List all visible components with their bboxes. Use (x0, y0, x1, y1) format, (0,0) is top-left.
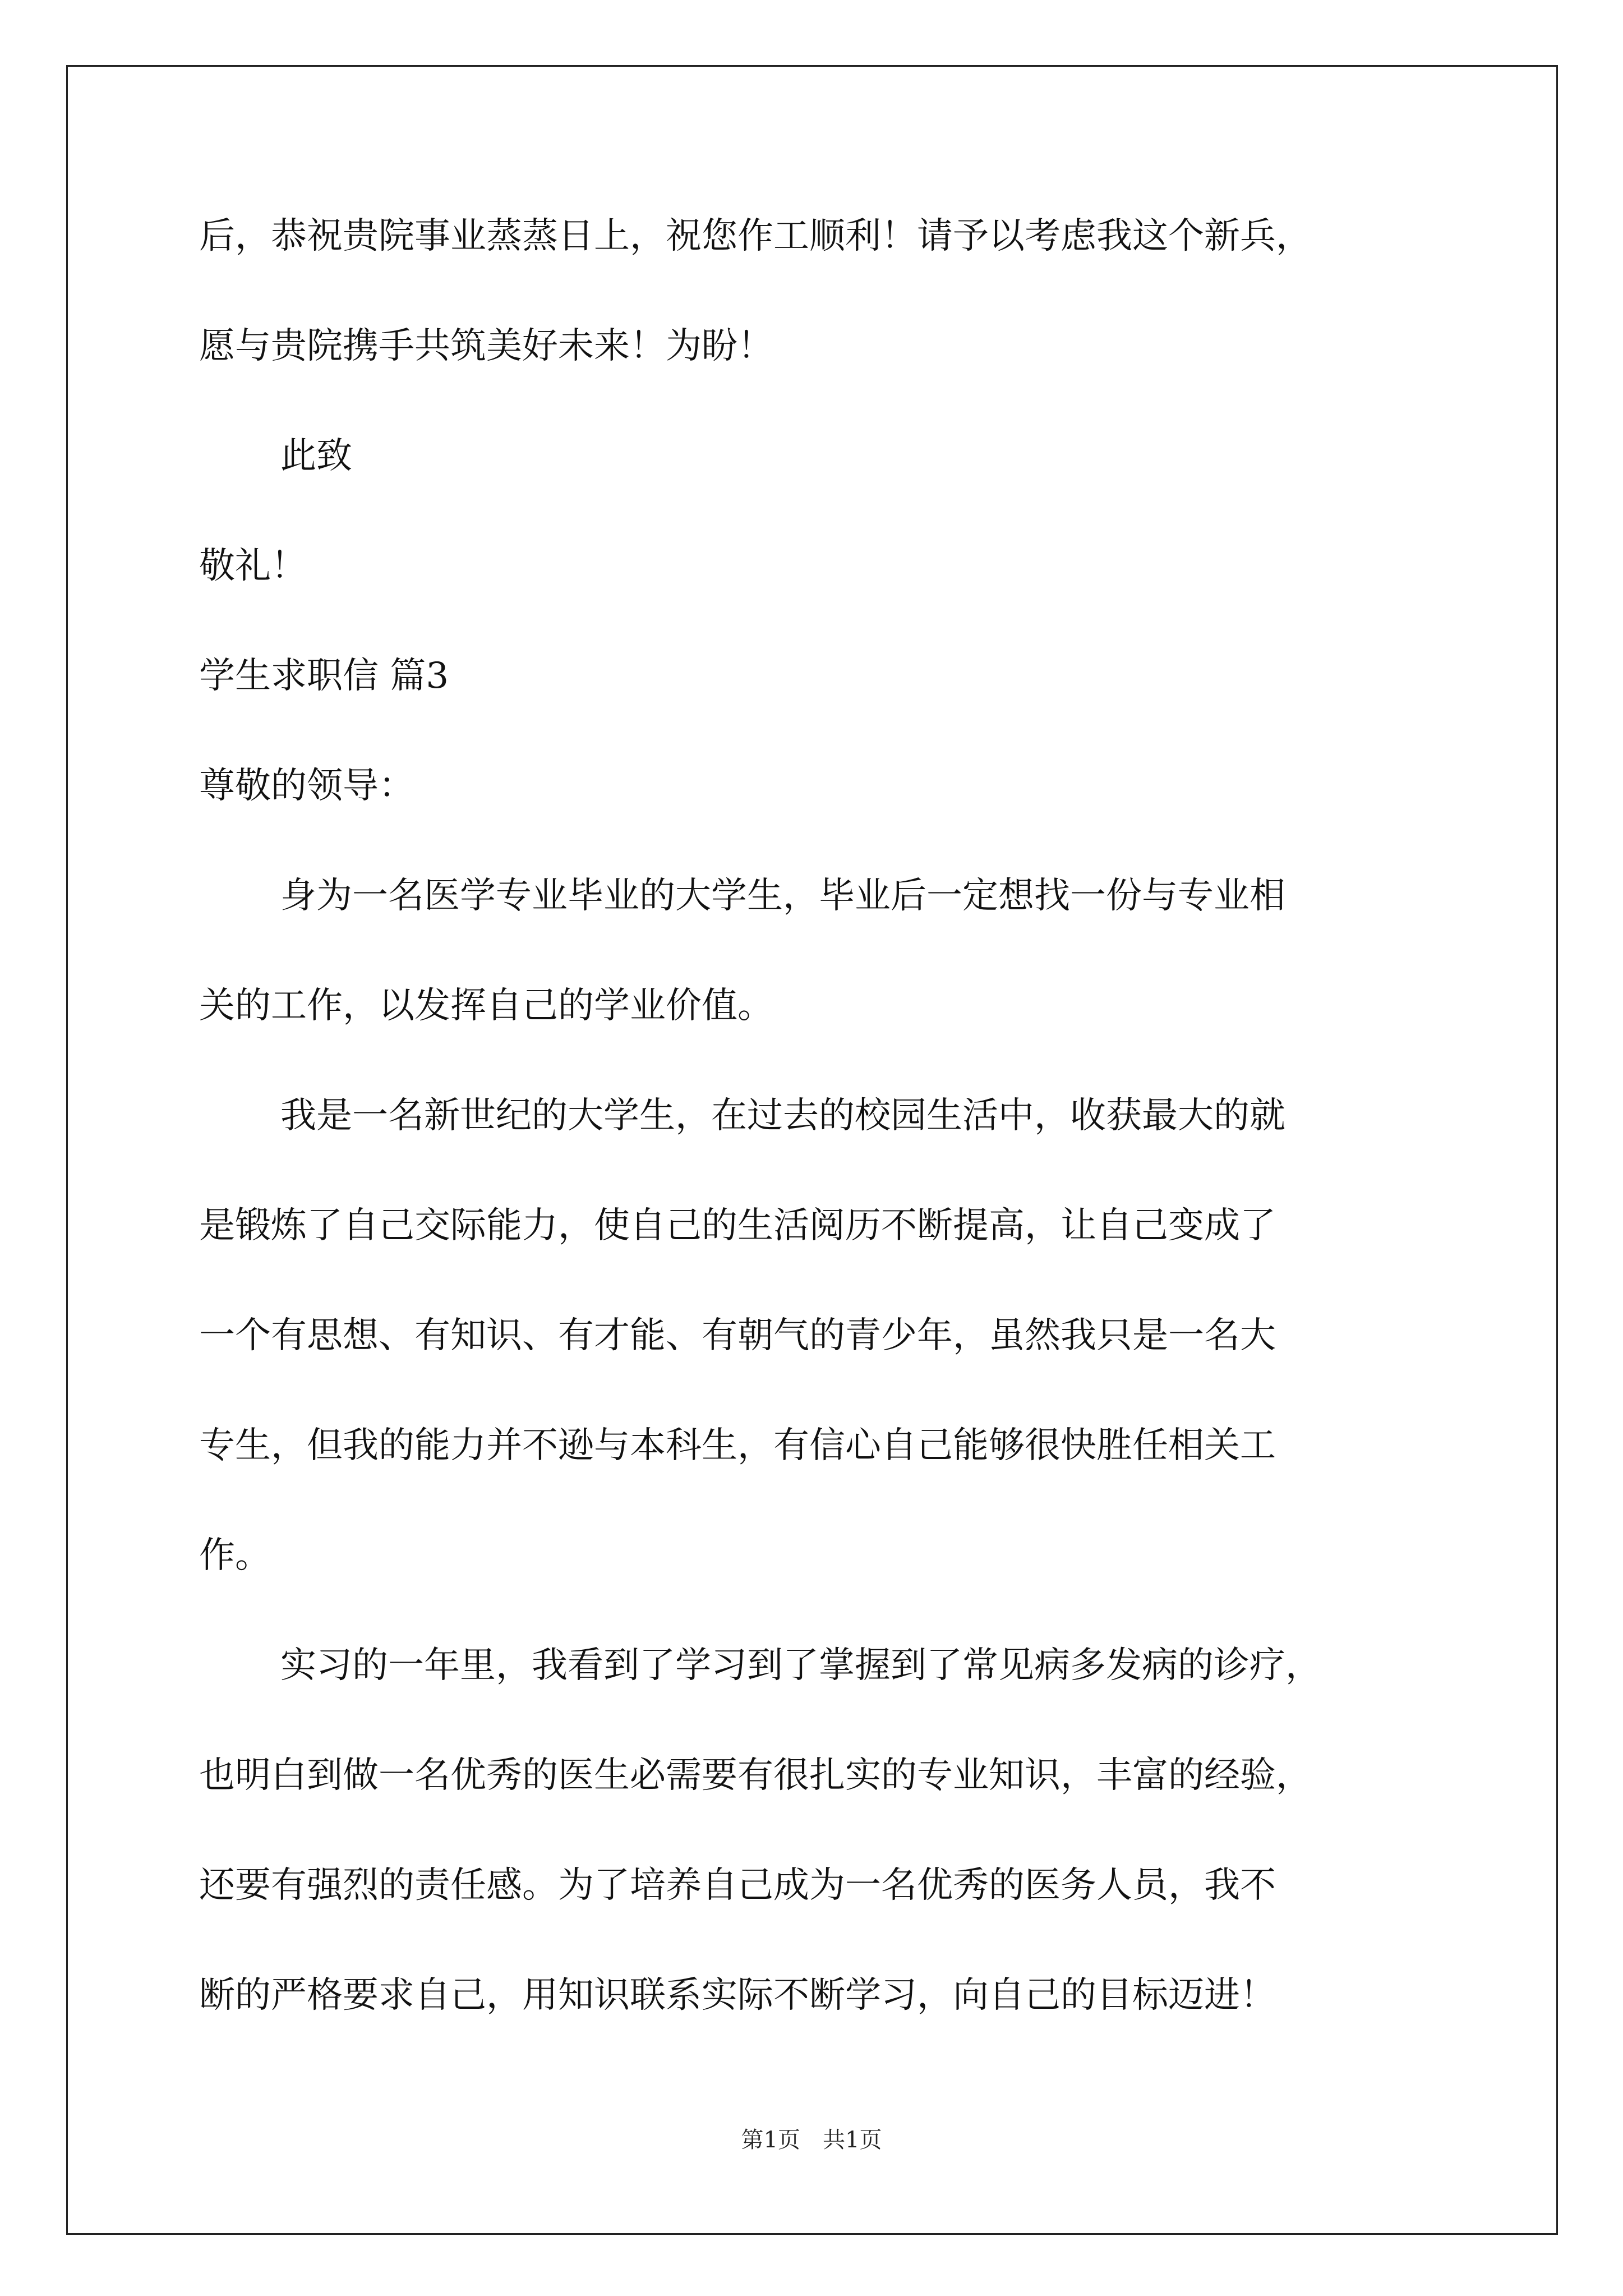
text-line: 愿与贵院携手共筑美好未来！为盼！ (199, 325, 773, 367)
letter-greeting: 尊敬的领导： (199, 765, 414, 807)
paragraph-line: 也明白到做一名优秀的医生必需要有很扎实的专业知识，丰富的经验， (199, 1755, 1312, 1796)
paragraph-line: 是锻炼了自己交际能力，使自己的生活阅历不断提高，让自己变成了 (199, 1205, 1276, 1246)
paragraph-line: 专生，但我的能力并不逊与本科生，有信心自己能够很快胜任相关工 (199, 1425, 1276, 1466)
paragraph-line: 一个有思想、有知识、有才能、有朝气的青少年，虽然我只是一名大 (199, 1315, 1276, 1356)
page-footer: 第1页 共1页 (741, 2127, 882, 2153)
section-title: 学生求职信 篇3 (199, 655, 449, 697)
paragraph-line: 我是一名新世纪的大学生，在过去的校园生活中，收获最大的就 (280, 1095, 1285, 1137)
paragraph-line: 作。 (199, 1535, 271, 1576)
document-body (199, 216, 1438, 2085)
closing-salutation: 此致 (280, 435, 352, 477)
paragraph-line: 还要有强烈的责任感。为了培养自己成为一名优秀的医务人员，我不 (199, 1865, 1276, 1906)
closing-regards: 敬礼！ (199, 545, 307, 587)
paragraph-line: 断的严格要求自己，用知识联系实际不断学习，向自己的目标迈进！ (199, 1975, 1276, 2016)
text-line: 后，恭祝贵院事业蒸蒸日上，祝您作工顺利！请予以考虑我这个新兵， (199, 215, 1312, 257)
paragraph-line: 实习的一年里，我看到了学习到了掌握到了常见病多发病的诊疗， (280, 1645, 1321, 1686)
paragraph-line: 关的工作，以发挥自己的学业价值。 (199, 985, 773, 1027)
paragraph-line: 身为一名医学专业毕业的大学生，毕业后一定想找一份与专业相 (280, 875, 1285, 917)
